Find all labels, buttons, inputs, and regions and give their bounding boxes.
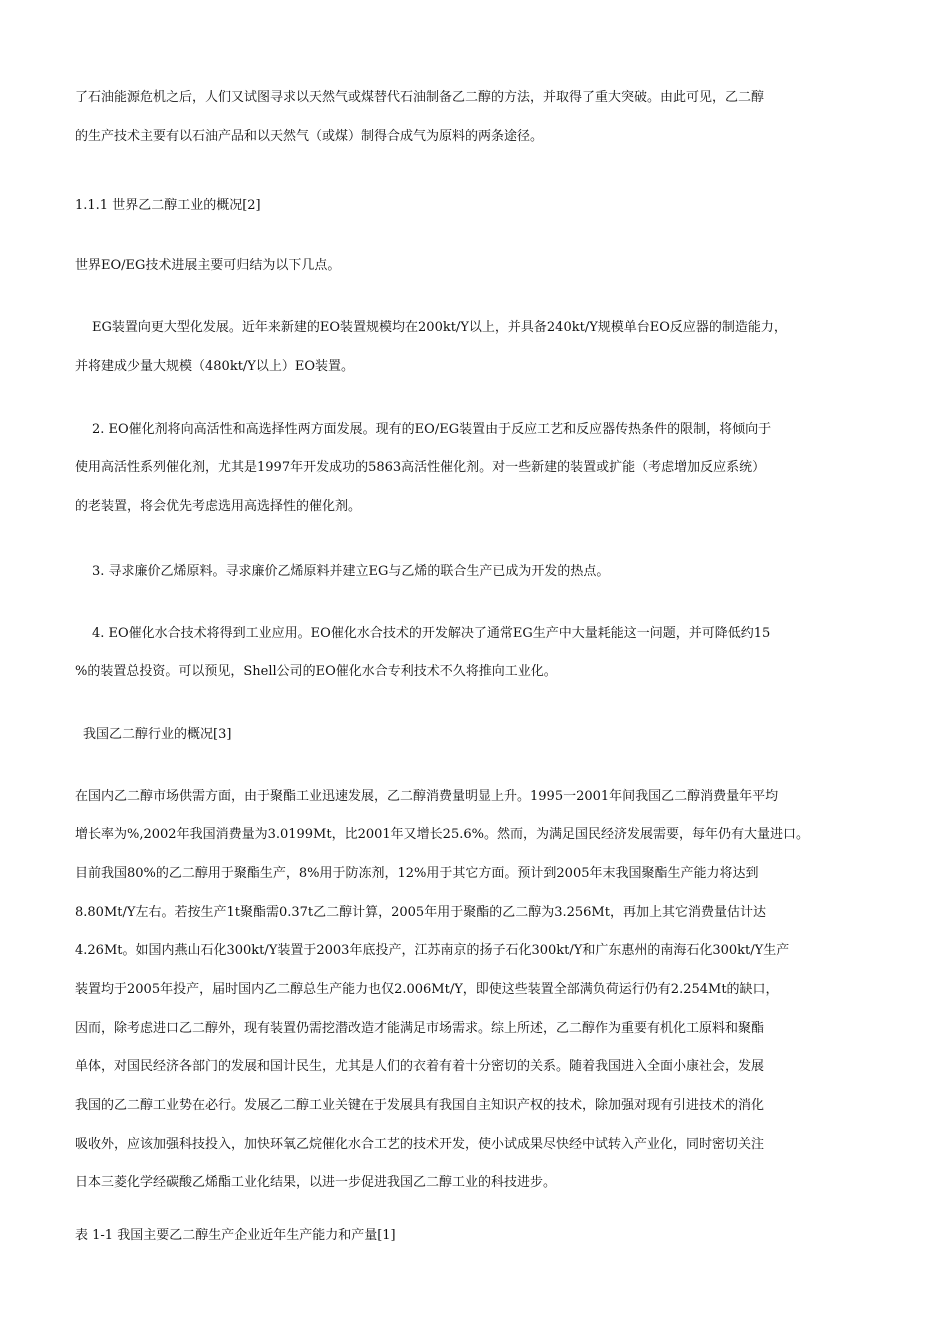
world-lead-text: 世界EO/EG技术进展主要可归结为以下几点。 [75, 258, 341, 273]
china-para-line-10: 吸收外，应该加强科技投入，加快环氧乙烷催化水合工艺的技术开发，使小试成果尽快经中试转入产业化，同时密切关注 [75, 1137, 765, 1152]
point-2-line-1: 2. EO催化剂将向高活性和高选择性两方面发展。现有的EO/EG装置由于反应工艺和反应器传热条件的限制，将倾向于 [92, 422, 772, 437]
china-para-line-8: 单体，对国民经济各部门的发展和国计民生，尤其是人们的衣着有着十分密切的关系。随着我国进入全面小康社会，发展 [75, 1059, 765, 1074]
intro-line-2: 的生产技术主要有以石油产品和以天然气（或煤）制得合成气为原料的两条途径。 [75, 129, 544, 144]
china-para-line-2: 增长率为%,2002年我国消费量为3.0199Mt，比2001年又增长25.6%。然而，为满足国民经济发展需要，每年仍有大量进口。 [75, 827, 809, 842]
point-2-line-2: 使用高活性系列催化剂，尤其是1997年开发成功的5863高活性催化剂。对一些新建的装置或扩能（考虑增加反应系统） [75, 460, 766, 475]
point-1-line-1: EG装置向更大型化发展。近年来新建的EO装置规模均在200kt/Y以上，并具备240kt/Y规模单台EO反应器的制造能力， [92, 320, 787, 335]
point-4-line-2: %的装置总投资。可以预见，Shell公司的EO催化水合专利技术不久将推向工业化。 [75, 664, 557, 679]
section-heading-china: 我国乙二醇行业的概况[3] [83, 727, 232, 742]
china-para-line-5: 4.26Mt。如国内燕山石化300kt/Y装置于2003年底投产，江苏南京的扬子石化300kt/Y和广东惠州的南海石化300kt/Y生产 [75, 943, 790, 958]
point-4-line-1: 4. EO催化水合技术将得到工业应用。EO催化水合技术的开发解决了通常EG生产中大量耗能这一问题，并可降低约15 [92, 626, 771, 641]
china-para-line-3: 目前我国80%的乙二醇用于聚酯生产，8%用于防冻剂，12%用于其它方面。预计到2005年末我国聚酯生产能力将达到 [75, 866, 759, 881]
point-1-line-2: 并将建成少量大规模（480kt/Y以上）EO装置。 [75, 359, 355, 374]
china-para-line-7: 因而，除考虑进口乙二醇外，现有装置仍需挖潜改造才能满足市场需求。综上所述，乙二醇作为重要有机化工原料和聚酯 [75, 1021, 765, 1036]
china-para-line-6: 装置均于2005年投产，届时国内乙二醇总生产能力也仅2.006Mt/Y，即使这些装置全部满负荷运行仍有2.254Mt的缺口， [75, 982, 779, 997]
china-para-line-4: 8.80Mt/Y左右。若按生产1t聚酯需0.37t乙二醇计算，2005年用于聚酯的乙二醇为3.256Mt，再加上其它消费量估计达 [75, 905, 766, 920]
china-para-line-1: 在国内乙二醇市场供需方面，由于聚酯工业迅速发展，乙二醇消费量明显上升。1995一2001年间我国乙二醇消费量年平均 [75, 789, 779, 804]
table-caption: 表 1-1 我国主要乙二醇生产企业近年生产能力和产量[1] [75, 1228, 396, 1243]
section-heading-world: 1.1.1 世界乙二醇工业的概况[2] [75, 198, 261, 213]
china-para-line-11: 日本三菱化学经碳酸乙烯酯工业化结果，以进一步促进我国乙二醇工业的科技进步。 [75, 1175, 557, 1190]
china-para-line-9: 我国的乙二醇工业势在必行。发展乙二醇工业关键在于发展具有我国自主知识产权的技术，除加强对现有引进技术的消化 [75, 1098, 765, 1113]
intro-line-1: 了石油能源危机之后，人们又试图寻求以天然气或煤替代石油制备乙二醇的方法，并取得了重大突破。由此可见，乙二醇 [75, 90, 765, 105]
point-2-line-3: 的老装置，将会优先考虑选用高选择性的催化剂。 [75, 499, 362, 514]
point-3-line-1: 3. 寻求廉价乙烯原料。寻求廉价乙烯原料并建立EG与乙烯的联合生产已成为开发的热点。 [92, 564, 610, 579]
